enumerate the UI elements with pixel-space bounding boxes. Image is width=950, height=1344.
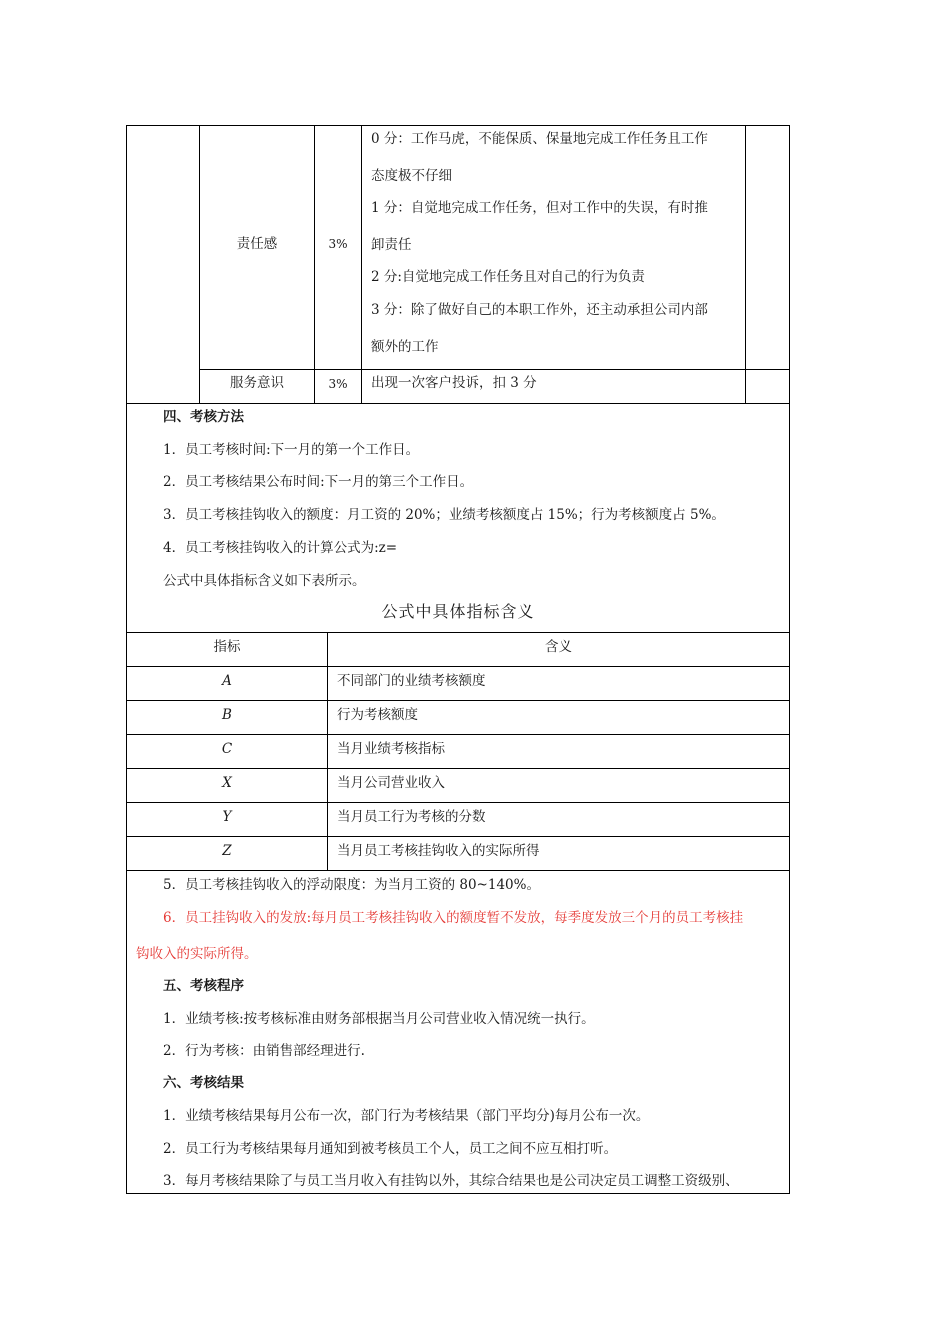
table-row-divider <box>199 369 790 370</box>
paragraph: 2．行为考核：由销售部经理进行. <box>163 1043 365 1059</box>
weight-responsibility: 3% <box>328 237 348 251</box>
meaning-cell: 当月员工行为考核的分数 <box>337 809 486 825</box>
item-service: 服务意识 <box>230 375 284 391</box>
meaning-cell: 当月员工考核挂钩收入的实际所得 <box>337 843 540 859</box>
paragraph: 3．每月考核结果除了与员工当月收入有挂钩以外，其综合结果也是公司决定员工调整工资级别、 <box>163 1173 739 1189</box>
paragraph: 1．员工考核时间:下一月的第一个工作日。 <box>163 442 420 458</box>
weight-service: 3% <box>328 377 348 391</box>
indicator-cell: C <box>221 741 233 757</box>
paragraph: 5．员工考核挂钩收入的浮动限度：为当月工资的 80~140%。 <box>163 877 540 893</box>
paragraph: 公式中具体指标含义如下表所示。 <box>163 573 366 589</box>
criteria-line: 2 分:自觉地完成工作任务且对自己的行为负责 <box>371 269 645 285</box>
criteria-line: 额外的工作 <box>371 339 439 355</box>
table-col-divider <box>314 125 315 403</box>
outer-border-left <box>126 125 127 1194</box>
indicator-cell: Y <box>222 809 232 825</box>
highlight-paragraph: 钩收入的实际所得。 <box>136 946 258 962</box>
indicator-cell: Z <box>222 843 232 859</box>
indicator-cell: B <box>222 707 232 723</box>
table-col-divider <box>199 125 200 403</box>
criteria-line: 3 分：除了做好自己的本职工作外，还主动承担公司内部 <box>371 302 708 318</box>
meaning-header: 含义 <box>545 639 572 655</box>
outer-border-top <box>126 125 790 126</box>
table-col-divider <box>361 125 362 403</box>
meaning-cell: 不同部门的业绩考核额度 <box>337 673 486 689</box>
indicator-cell: X <box>222 775 232 791</box>
indicator-table-line <box>126 870 790 871</box>
indicator-table-line <box>126 836 790 837</box>
indicator-table-line <box>126 734 790 735</box>
section-heading: 四、考核方法 <box>163 409 244 425</box>
paragraph: 1．业绩考核:按考核标准由财务部根据当月公司营业收入情况统一执行。 <box>163 1011 595 1027</box>
table-col-divider <box>745 125 746 403</box>
paragraph: 4．员工考核挂钩收入的计算公式为:z= <box>163 540 398 556</box>
indicator-table-line <box>126 768 790 769</box>
paragraph: 2．员工行为考核结果每月通知到被考核员工个人，员工之间不应互相打听。 <box>163 1141 618 1157</box>
meaning-cell: 当月业绩考核指标 <box>337 741 445 757</box>
meaning-cell: 行为考核额度 <box>337 707 418 723</box>
indicator-table-line <box>126 802 790 803</box>
indicator-table-line <box>126 666 790 667</box>
indicator-table-line <box>126 632 790 633</box>
criteria-service: 出现一次客户投诉，扣 3 分 <box>371 375 537 391</box>
criteria-line: 卸责任 <box>371 237 412 253</box>
paragraph: 3．员工考核挂钩收入的额度：月工资的 20%；业绩考核额度占 15%；行为考核额度占 5%。 <box>163 507 725 523</box>
indicator-header: 指标 <box>213 639 241 655</box>
item-responsibility: 责任感 <box>236 236 278 252</box>
criteria-line: 态度极不仔细 <box>371 168 452 184</box>
paragraph: 1．业绩考核结果每月公布一次，部门行为考核结果（部门平均分)每月公布一次。 <box>163 1108 650 1124</box>
indicator-table-col <box>327 632 328 870</box>
section-heading: 五、考核程序 <box>163 978 244 994</box>
outer-border-right <box>789 125 790 1194</box>
criteria-line: 1 分：自觉地完成工作任务，但对工作中的失误，有时推 <box>371 200 708 216</box>
section-heading: 六、考核结果 <box>163 1075 244 1091</box>
outer-border-bottom <box>126 1193 790 1194</box>
meaning-cell: 当月公司营业收入 <box>337 775 445 791</box>
table-caption: 公式中具体指标含义 <box>381 602 535 621</box>
table-row-divider <box>126 403 790 404</box>
criteria-line: 0 分：工作马虎，不能保质、保量地完成工作任务且工作 <box>371 131 708 147</box>
indicator-cell: A <box>222 673 232 689</box>
paragraph: 2．员工考核结果公布时间:下一月的第三个工作日。 <box>163 474 474 490</box>
indicator-table-line <box>126 700 790 701</box>
highlight-paragraph: 6．员工挂钩收入的发放:每月员工考核挂钩收入的额度暂不发放，每季度发放三个月的员工考核挂 <box>163 910 744 926</box>
